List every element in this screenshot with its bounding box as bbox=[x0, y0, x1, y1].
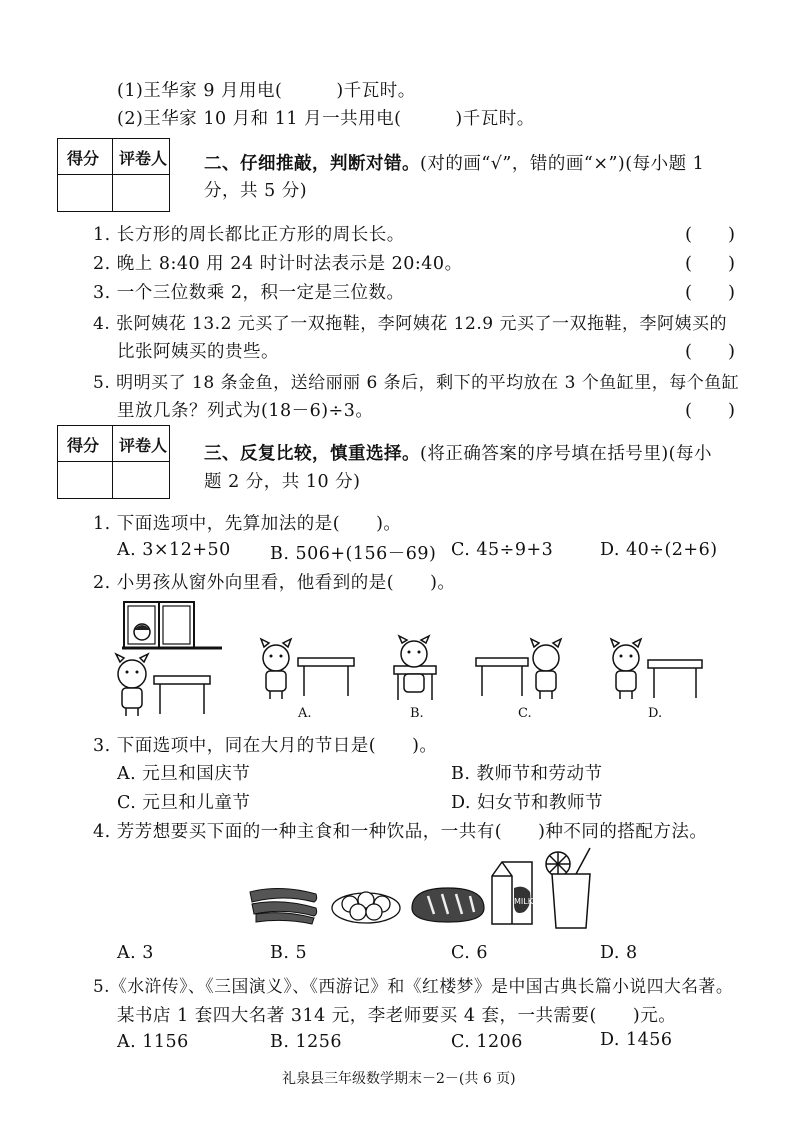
choice-q1-option-a[interactable]: A. 3×12+50 bbox=[117, 540, 231, 560]
section2-heading bbox=[204, 150, 704, 175]
option-a-figure bbox=[258, 636, 358, 702]
choice-q2-stem: 2. 小男孩从窗外向里看，他看到的是( )。 bbox=[93, 573, 456, 593]
bread-loaf-icon bbox=[408, 882, 488, 926]
pig-and-table-scene bbox=[112, 652, 212, 718]
choice-q3-stem: 3. 下面选项中，同在大月的节日是( )。 bbox=[93, 736, 438, 756]
choice-q1-option-b[interactable]: B. 506+(156－69) bbox=[270, 544, 437, 564]
section3-note: (将正确答案的序号填在括号里)(每小 bbox=[420, 444, 712, 464]
answer-blank-3[interactable]: ( ) bbox=[685, 282, 736, 303]
figure-label-d[interactable]: D. bbox=[648, 706, 663, 721]
choice-q3-option-b[interactable]: B. 教师节和劳动节 bbox=[451, 764, 603, 784]
judge-item-1: 1. 长方形的周长都比正方形的周长长。 bbox=[93, 225, 405, 245]
grader-label: 评卷人 bbox=[119, 149, 168, 168]
choice-q5-option-c[interactable]: C. 1206 bbox=[451, 1032, 523, 1052]
choice-q1-stem: 1. 下面选项中，先算加法的是( )。 bbox=[93, 514, 402, 534]
part1-question-1: (1)王华家 9 月用电( )千瓦时。 bbox=[117, 81, 416, 101]
answer-blank-4[interactable]: ( ) bbox=[685, 341, 736, 362]
milk-carton-icon bbox=[488, 858, 538, 928]
judge-item-5-line1: 5. 明明买了 18 条金鱼，送给丽丽 6 条后，剩下的平均放在 3 个鱼缸里，每个鱼缸 bbox=[93, 373, 740, 393]
score-box-section3 bbox=[57, 425, 170, 499]
juice-glass-icon bbox=[542, 846, 598, 930]
option-b-figure bbox=[388, 636, 448, 702]
section2-note: (对的画“√”，错的画“×”)(每小题 1 bbox=[420, 154, 705, 174]
choice-q4-stem: 4. 芳芳想要买下面的一种主食和一种饮品，一共有( )种不同的搭配方法。 bbox=[93, 822, 708, 842]
part1-question-2: (2)王华家 10 月和 11 月一共用电( )千瓦时。 bbox=[117, 109, 535, 129]
judge-item-2: 2. 晚上 8:40 用 24 时计时法表示是 20:40。 bbox=[93, 254, 463, 274]
judge-item-4-line2: 比张阿姨买的贵些。 bbox=[117, 342, 279, 362]
judge-item-3: 3. 一个三位数乘 2，积一定是三位数。 bbox=[93, 283, 405, 303]
section2-note-line2: 分，共 5 分) bbox=[204, 181, 308, 201]
section3-title: 三、反复比较，慎重选择。 bbox=[204, 444, 420, 464]
choice-q5-option-b[interactable]: B. 1256 bbox=[270, 1032, 343, 1052]
buns-plate-icon bbox=[330, 878, 402, 926]
choice-q1-option-c[interactable]: C. 45÷9+3 bbox=[451, 540, 554, 560]
section3-note-line2: 题 2 分，共 10 分) bbox=[204, 472, 361, 492]
score-label: 得分 bbox=[67, 436, 100, 455]
figure-label-c[interactable]: C. bbox=[518, 706, 532, 721]
judge-item-4-line1: 4. 张阿姨花 13.2 元买了一双拖鞋，李阿姨花 12.9 元买了一双拖鞋，李阿姨买的 bbox=[93, 314, 727, 334]
choice-q4-option-b[interactable]: B. 5 bbox=[270, 943, 308, 963]
answer-blank-2[interactable]: ( ) bbox=[685, 253, 736, 274]
figure-label-b[interactable]: B. bbox=[410, 706, 424, 721]
choice-q5-option-d[interactable]: D. 1456 bbox=[600, 1030, 673, 1050]
judge-item-5-line2: 里放几条？列式为(18－6)÷3。 bbox=[117, 401, 374, 421]
fried-dough-icon bbox=[246, 882, 322, 926]
option-c-figure bbox=[474, 636, 574, 702]
choice-q1-option-d[interactable]: D. 40÷(2+6) bbox=[600, 540, 718, 560]
score-box-section2 bbox=[57, 138, 170, 212]
option-d-figure bbox=[606, 636, 706, 702]
page-footer: 礼泉县三年级数学期末－2－(共 6 页) bbox=[282, 1071, 516, 1087]
figure-label-a[interactable]: A. bbox=[298, 706, 312, 721]
choice-q4-option-d[interactable]: D. 8 bbox=[600, 943, 638, 963]
answer-blank-1[interactable]: ( ) bbox=[685, 224, 736, 245]
choice-q4-option-c[interactable]: C. 6 bbox=[451, 943, 489, 963]
choice-q5-option-a[interactable]: A. 1156 bbox=[117, 1032, 189, 1052]
milk-carton-label: MILK bbox=[514, 897, 533, 906]
choice-q3-option-c[interactable]: C. 元旦和儿童节 bbox=[117, 793, 251, 813]
choice-q5-stem-line1: 5.《水浒传》、《三国演义》、《西游记》和《红楼梦》是中国古典长篇小说四大名著。 bbox=[93, 976, 734, 996]
grader-label: 评卷人 bbox=[119, 436, 168, 455]
window-with-boy-illustration bbox=[122, 600, 222, 652]
choice-q4-option-a[interactable]: A. 3 bbox=[117, 943, 154, 963]
choice-q3-option-a[interactable]: A. 元旦和国庆节 bbox=[117, 764, 251, 784]
section2-title: 二、仔细推敲，判断对错。 bbox=[204, 154, 420, 174]
answer-blank-5[interactable]: ( ) bbox=[685, 400, 736, 421]
score-label: 得分 bbox=[67, 149, 100, 168]
section3-heading bbox=[204, 440, 712, 465]
choice-q3-option-d[interactable]: D. 妇女节和教师节 bbox=[451, 793, 604, 813]
choice-q5-stem-line2: 某书店 1 套四大名著 314 元，李老师要买 4 套，一共需要( )元。 bbox=[117, 1006, 677, 1026]
